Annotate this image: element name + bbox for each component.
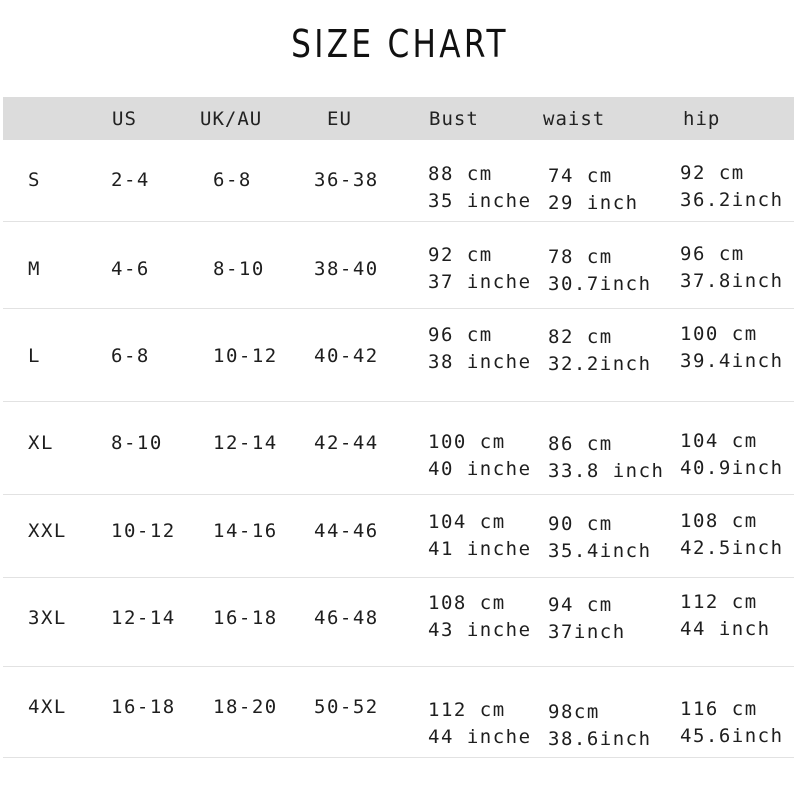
waist-cell (548, 324, 652, 378)
hip-cell (680, 160, 784, 214)
hip-cell (680, 428, 784, 482)
bust-cm: 88 cm (428, 163, 493, 185)
table-row (3, 495, 794, 578)
uk-au-size: 10-12 (213, 345, 278, 367)
eu-size: 40-42 (314, 345, 379, 367)
eu-size: 46-48 (314, 607, 379, 629)
waist-inch: 37inch (548, 621, 626, 643)
bust-cell (428, 697, 532, 751)
bust-cm: 112 cm (428, 699, 506, 721)
hip-inch: 40.9inch (680, 457, 784, 479)
bust-inch: 40 inche (428, 458, 532, 480)
header-bust: Bust (429, 108, 479, 130)
table-row (3, 140, 794, 222)
hip-inch: 42.5inch (680, 537, 784, 559)
size-label: S (28, 169, 41, 191)
uk-au-size: 12-14 (213, 432, 278, 454)
hip-inch: 45.6inch (680, 725, 784, 747)
hip-cm: 92 cm (680, 162, 745, 184)
bust-inch: 37 inche (428, 271, 532, 293)
bust-cell (428, 242, 532, 296)
waist-inch: 35.4inch (548, 540, 652, 562)
hip-cell (680, 241, 784, 295)
hip-cell (680, 589, 771, 643)
bust-cm: 92 cm (428, 244, 493, 266)
waist-inch: 33.8 inch (548, 460, 665, 482)
table-row (3, 667, 794, 758)
bust-cell (428, 429, 532, 483)
row-divider (3, 757, 794, 758)
us-size: 4-6 (111, 258, 150, 280)
us-size: 6-8 (111, 345, 150, 367)
hip-inch: 37.8inch (680, 270, 784, 292)
waist-cell (548, 511, 652, 565)
table-row (3, 402, 794, 495)
page-title: SIZE CHART (291, 22, 509, 66)
header-us: US (112, 108, 137, 130)
uk-au-size: 14-16 (213, 520, 278, 542)
eu-size: 38-40 (314, 258, 379, 280)
bust-inch: 35 inche (428, 190, 532, 212)
size-label: M (28, 258, 41, 280)
hip-cm: 96 cm (680, 243, 745, 265)
waist-cell (548, 163, 639, 217)
waist-cm: 94 cm (548, 594, 613, 616)
bust-cm: 104 cm (428, 511, 506, 533)
size-label: XL (28, 432, 54, 454)
uk-au-size: 18-20 (213, 696, 278, 718)
hip-cell (680, 696, 784, 750)
waist-cell (548, 699, 652, 753)
size-label: L (28, 345, 41, 367)
hip-inch: 36.2inch (680, 189, 784, 211)
bust-cell (428, 322, 532, 376)
eu-size: 42-44 (314, 432, 379, 454)
us-size: 2-4 (111, 169, 150, 191)
us-size: 12-14 (111, 607, 176, 629)
waist-cell (548, 244, 652, 298)
uk-au-size: 8-10 (213, 258, 265, 280)
header-eu: EU (327, 108, 352, 130)
us-size: 10-12 (111, 520, 176, 542)
table-row (3, 222, 794, 309)
hip-cm: 108 cm (680, 510, 758, 532)
waist-cm: 82 cm (548, 326, 613, 348)
waist-inch: 30.7inch (548, 273, 652, 295)
eu-size: 44-46 (314, 520, 379, 542)
waist-inch: 38.6inch (548, 728, 652, 750)
bust-inch: 43 inche (428, 619, 532, 641)
hip-inch: 39.4inch (680, 350, 784, 372)
eu-size: 50-52 (314, 696, 379, 718)
waist-cm: 98cm (548, 701, 600, 723)
waist-cm: 78 cm (548, 246, 613, 268)
size-label: XXL (28, 520, 67, 542)
us-size: 8-10 (111, 432, 163, 454)
size-label: 4XL (28, 696, 67, 718)
waist-cell (548, 592, 626, 646)
bust-cell (428, 590, 532, 644)
bust-inch: 44 inche (428, 726, 532, 748)
hip-cm: 116 cm (680, 698, 758, 720)
waist-cell (548, 431, 664, 485)
bust-cell (428, 161, 532, 215)
waist-inch: 32.2inch (548, 353, 652, 375)
bust-inch: 38 inche (428, 351, 532, 373)
hip-cell (680, 508, 784, 562)
us-size: 16-18 (111, 696, 176, 718)
eu-size: 36-38 (314, 169, 379, 191)
header-hip: hip (683, 108, 721, 130)
uk-au-size: 16-18 (213, 607, 278, 629)
uk-au-size: 6-8 (213, 169, 252, 191)
size-label: 3XL (28, 607, 67, 629)
hip-inch: 44 inch (680, 618, 771, 640)
hip-cm: 104 cm (680, 430, 758, 452)
hip-cm: 100 cm (680, 323, 758, 345)
hip-cell (680, 321, 784, 375)
bust-cm: 100 cm (428, 431, 506, 453)
bust-cm: 96 cm (428, 324, 493, 346)
table-row (3, 578, 794, 667)
waist-cm: 90 cm (548, 513, 613, 535)
waist-cm: 74 cm (548, 165, 613, 187)
waist-cm: 86 cm (548, 433, 613, 455)
table-header (3, 97, 794, 140)
bust-inch: 41 inche (428, 538, 532, 560)
waist-inch: 29 inch (548, 192, 639, 214)
header-waist: waist (543, 108, 606, 130)
hip-cm: 112 cm (680, 591, 758, 613)
bust-cm: 108 cm (428, 592, 506, 614)
header-uk-au: UK/AU (200, 108, 263, 130)
bust-cell (428, 509, 532, 563)
table-row (3, 309, 794, 402)
